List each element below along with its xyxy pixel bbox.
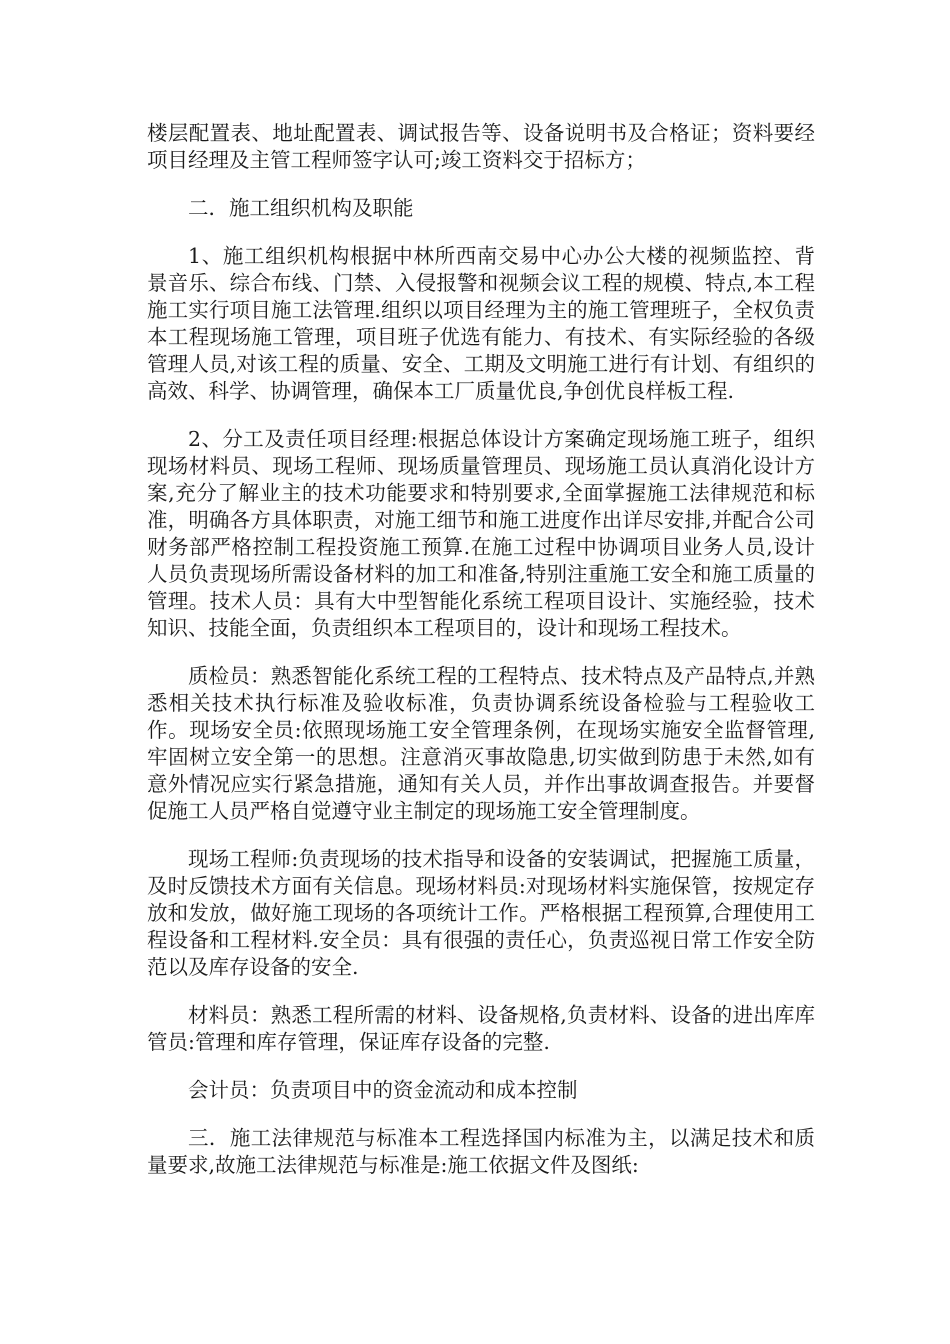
section-heading-organization: 二．施工组织机构及职能	[188, 196, 414, 220]
paragraph-accountant: 会计员：负责项目中的资金流动和成本控制	[188, 1078, 578, 1102]
document-body	[147, 120, 815, 1200]
paragraph-site-engineer: 现场工程师:负责现场的技术指导和设备的安装调试，把握施工质量，及时反馈技术方面有关信息。现场材料员:对现场材料实施保管，按规定存放和发放，做好施工现场的各项统计工作。严格根据工程预算,合理使用工程设备和工程材料.安全员：具有很强的责任心，负责巡视日常工作安全防范以及库存设备的安全.	[147, 847, 815, 979]
paragraph-material-clerk: 材料员：熟悉工程所需的材料、设备规格,负责材料、设备的进出库库管员:管理和库存管理，保证库存设备的完整.	[147, 1003, 815, 1054]
paragraph-project-manager: 2、分工及责任项目经理:根据总体设计方案确定现场施工班子，组织现场材料员、现场工程师、现场质量管理员、现场施工员认真消化设计方案,充分了解业主的技术功能要求和特别要求,全面掌握施工法律规范和标准，明确各方具体职责，对施工细节和施工进度作出详尽安排,并配合公司财务部严格控制工程投资施工预算.在施工过程中协调项目业务人员,设计人员负责现场所需设备材料的加工和准备,特别注重施工安全和施工质量的管理。技术人员：具有大中型智能化系统工程项目设计、实施经验，技术知识、技能全面，负责组织本工程项目的，设计和现场工程技术。	[147, 427, 815, 640]
section-heading-standards: 三．施工法律规范与标准本工程选择国内标准为主，以满足技术和质量要求,故施工法律规范与标准是:施工依据文件及图纸:	[147, 1126, 815, 1177]
paragraph-quality-inspector: 质检员：熟悉智能化系统工程的工程特点、技术特点及产品特点,并熟悉相关技术执行标准及验收标准，负责协调系统设备检验与工程验收工作。现场安全员:依照现场施工安全管理条例，在现场实施安全监督管理,牢固树立安全第一的思想。注意消灭事故隐患,切实做到防患于未然,如有意外情况应实行紧急措施，通知有关人员，并作出事故调查报告。并要督促施工人员严格自觉遵守业主制定的现场施工安全管理制度。	[147, 664, 815, 823]
paragraph-organization: 1、施工组织机构根据中林所西南交易中心办公大楼的视频监控、背景音乐、综合布线、门禁、入侵报警和视频会议工程的规模、特点,本工程施工实行项目施工法管理.组织以项目经理为主的施工管理班子，全权负责本工程现场施工管理，项目班子优选有能力、有技术、有实际经验的各级管理人员,对该工程的质量、安全、工期及文明施工进行有计划、有组织的高效、科学、协调管理，确保本工厂质量优良,争创优良样板工程.	[147, 244, 815, 403]
paragraph-continuation: 楼层配置表、地址配置表、调试报告等、设备说明书及合格证；资料要经项目经理及主管工程师签字认可;竣工资料交于招标方；	[147, 121, 815, 172]
